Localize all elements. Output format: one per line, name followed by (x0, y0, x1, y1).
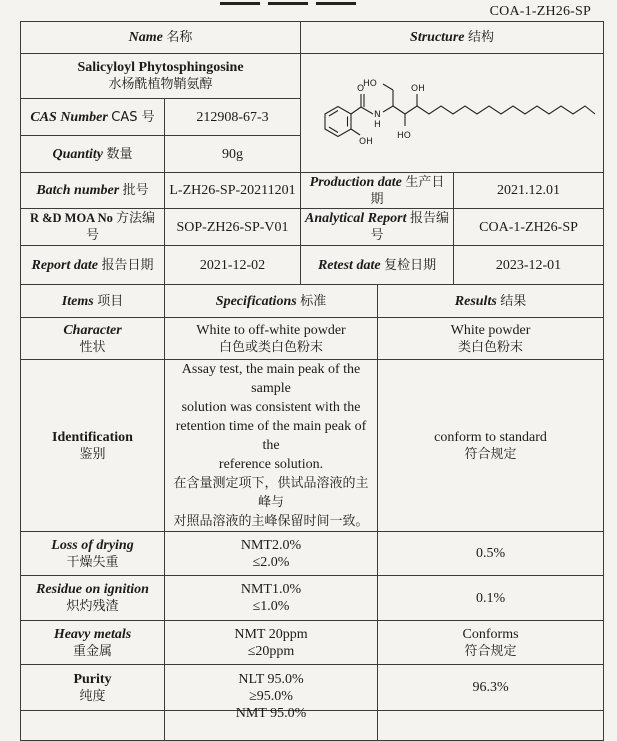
test-item: Residue on ignition 炽灼残渣 (21, 576, 165, 621)
batch-label: Batch number 批号 (21, 173, 165, 209)
test-spec: NLT 95.0% ≥95.0% (165, 665, 378, 711)
test-result (378, 711, 604, 741)
cropped-document-title (220, 0, 400, 6)
test-row-heavy-metals (21, 621, 604, 665)
test-result: 0.5% (378, 532, 604, 576)
test-item: Character 性状 (21, 318, 165, 360)
test-spec: NMT 20ppm ≤20ppm (165, 621, 378, 665)
test-spec: NMT 95.0% (165, 711, 378, 741)
product-row (21, 54, 604, 99)
test-item: Heavy metals 重金属 (21, 621, 165, 665)
test-row-residue-on-ignition (21, 576, 604, 621)
atom-n: N (374, 110, 381, 120)
atom-oh-ring: OH (359, 137, 373, 147)
spec-header: Specifications 标准 (165, 285, 378, 318)
results-header-row (21, 285, 604, 318)
report-date-label: Report date 报告日期 (21, 246, 165, 285)
quantity-label: Quantity 数量 (21, 136, 165, 173)
retest-date-label: Retest date 复检日期 (301, 246, 454, 285)
dates-row (21, 246, 604, 285)
name-header: Name 名称 (21, 22, 301, 54)
test-result: conform to standard 符合规定 (378, 360, 604, 532)
production-date-value: 2021.12.01 (454, 173, 604, 209)
moa-label: R &D MOA No 方法编号 (21, 209, 165, 246)
cas-label: CAS Number CAS 号 (21, 99, 165, 136)
moa-row (21, 209, 604, 246)
batch-value: L-ZH26-SP-20211201 (165, 173, 301, 209)
batch-row (21, 173, 604, 209)
test-row-identification (21, 360, 604, 532)
results-header: Results 结果 (378, 285, 604, 318)
test-row-cutoff (21, 711, 604, 741)
structure-diagram (301, 54, 604, 173)
test-item: Loss of drying 干燥失重 (21, 532, 165, 576)
atom-o: O (357, 84, 365, 94)
production-date-label: Production date 生产日期 (301, 173, 454, 209)
document-code: COA-1-ZH26-SP (489, 4, 591, 19)
test-row-purity (21, 665, 604, 711)
structure-header: Structure 结构 (301, 22, 604, 54)
atom-h: H (374, 120, 381, 130)
coa-sheet (20, 21, 603, 741)
report-no-value: COA-1-ZH26-SP (454, 209, 604, 246)
test-item: Identification 鉴别 (21, 360, 165, 532)
test-row-character (21, 318, 604, 360)
report-date-value: 2021-12-02 (165, 246, 301, 285)
test-item: Purity 纯度 (21, 665, 165, 711)
quantity-value: 90g (165, 136, 301, 173)
report-no-label: Analytical Report 报告编号 (301, 209, 454, 246)
test-result: White powder 类白色粉末 (378, 318, 604, 360)
items-header: Items 项目 (21, 285, 165, 318)
molecule-svg (301, 54, 603, 172)
retest-date-value: 2023-12-01 (454, 246, 604, 285)
test-spec: Assay test, the main peak of the sample solution was consistent with the retention time of the main peak of the reference solution. 在含量测定项下，供试品溶液的主峰与 对照品溶液的主峰保留时间一致。 (165, 360, 378, 532)
product-name: Salicyloyl Phytosphingosine 水杨酰植物鞘氨醇 (21, 54, 301, 99)
test-row-loss-on-drying (21, 532, 604, 576)
test-result: 0.1% (378, 576, 604, 621)
coa-table (20, 21, 604, 741)
atom-ho-bottom: HO (397, 131, 411, 141)
moa-value: SOP-ZH26-SP-V01 (165, 209, 301, 246)
cas-value: 212908-67-3 (165, 99, 301, 136)
test-spec: NMT1.0% ≤1.0% (165, 576, 378, 621)
test-item (21, 711, 165, 741)
atom-ho-top: HO (363, 79, 377, 89)
test-spec: White to off-white powder 白色或类白色粉末 (165, 318, 378, 360)
test-result: Conforms 符合规定 (378, 621, 604, 665)
header-row (21, 22, 604, 54)
test-spec: NMT2.0% ≤2.0% (165, 532, 378, 576)
atom-oh-top: OH (411, 84, 425, 94)
test-result: 96.3% (378, 665, 604, 711)
